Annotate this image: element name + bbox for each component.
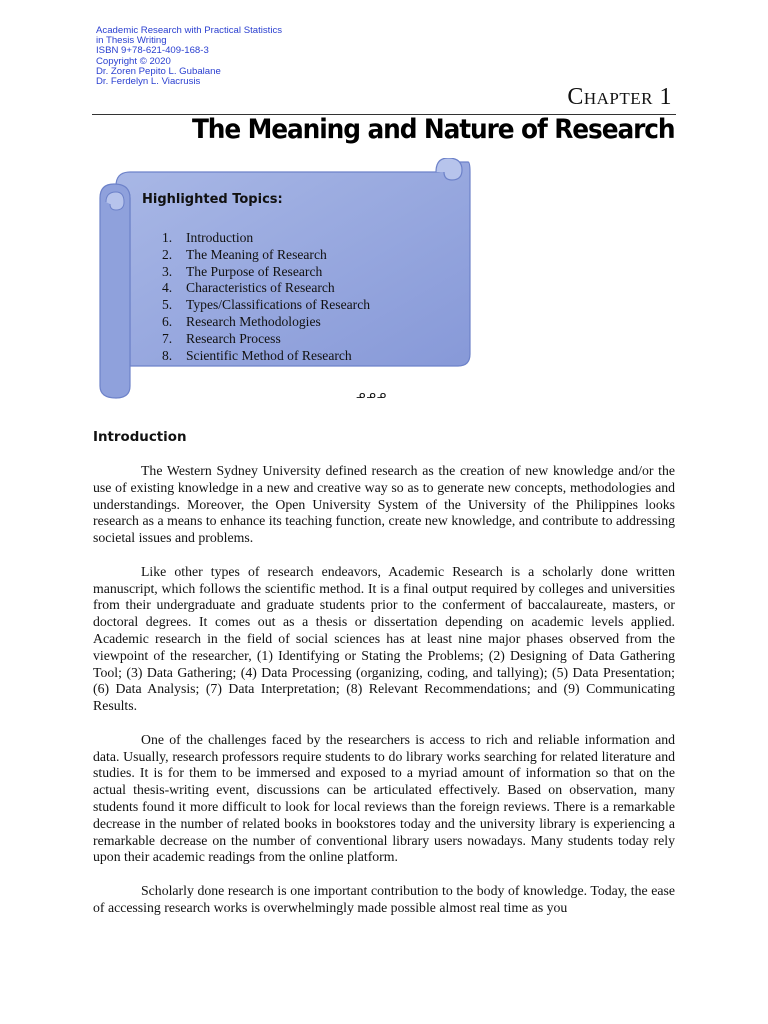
chapter-title: The Meaning and Nature of Research (191, 114, 674, 145)
list-item: 6. Research Methodologies (162, 313, 321, 329)
book-title-line-1: Academic Research with Practical Statistics (96, 25, 283, 36)
section-divider-ornament: ᓄᓄᓄ (356, 388, 388, 401)
paragraph: Scholarly done research is one important contribution to the body of knowledge. Today, the ease of accessing research works is overwhelmingly made possible almost real time as you (93, 882, 675, 915)
body-text (93, 463, 675, 933)
highlighted-topics-heading: Highlighted Topics: (142, 192, 283, 207)
topic-list (162, 230, 370, 364)
list-item: 1. Introduction (162, 230, 254, 245)
author-2: Dr. Ferdelyn L. Viacrusis (96, 76, 201, 88)
highlighted-topics-scroll (96, 158, 476, 400)
author-1: Dr. Zoren Pepito L. Gubalane (96, 65, 221, 77)
section-heading: Introduction (93, 430, 187, 445)
isbn: ISBN 9+78-621-409-168-3 (96, 45, 209, 57)
list-item: 3. The Purpose of Research (162, 263, 323, 279)
chapter-label: Chapter 1 (567, 84, 672, 110)
list-item: 7. Research Process (162, 330, 281, 346)
list-item: 4. Characteristics of Research (162, 280, 335, 296)
copyright: Copyright © 2020 (96, 55, 171, 67)
book-meta (96, 26, 282, 87)
paragraph: The Western Sydney University defined research as the creation of new knowledge and/or the use of existing knowledge in a new and creative way so as to generate new concepts, methodologies and understandings. Moreover, the Open University System of the University of the Philippines looks research as a means to enhance its teaching function, create new knowledge, and contribute to addressing societal issues and problems. (93, 463, 675, 546)
book-title-line-2: in Thesis Writing (96, 35, 167, 47)
paragraph: Like other types of research endeavors, Academic Research is a scholarly done written manuscript, which follows the scientific method. It is a final output required by colleges and universities from their undergraduate and graduate students prior to the conferment of baccalaureate, masters, or doctoral degrees. It comes out as a thesis or dissertation depending on academic levels applied. Academic research in the field of social sciences has at least nine major phases observed from the viewpoint of the researcher, (1) Identifying or Stating the Problems; (2) Designing of Data Gathering Tool; (3) Data Gathering; (4) Data Processing (organizing, coding, and tallying); (5) Data Presentation; (6) Data Analysis; (7) Data Interpretation; (8) Relevant Recommendations; and (9) Communicating Results. (93, 563, 675, 714)
list-item: 2. The Meaning of Research (162, 246, 327, 262)
list-item: 8. Scientific Method of Research (162, 347, 352, 363)
list-item: 5. Types/Classifications of Research (162, 297, 371, 313)
paragraph: One of the challenges faced by the researchers is access to rich and reliable information and data. Usually, research professors require students to do library works searching for related literature and studies. It is for them to be immersed and exposed to a myriad amount of information so that on the actual thesis-writing event, discussions can be articulated effectively. Based on observation, many students found it more difficult to look for local reviews than the foreign reviews. There is a remarkable decrease in the number of related books in bookstores today and the university library is experiencing a remarkable decrease on the number of conventional library users nowadays. Many students today rely upon their academic readings from the online platform. (93, 731, 675, 865)
